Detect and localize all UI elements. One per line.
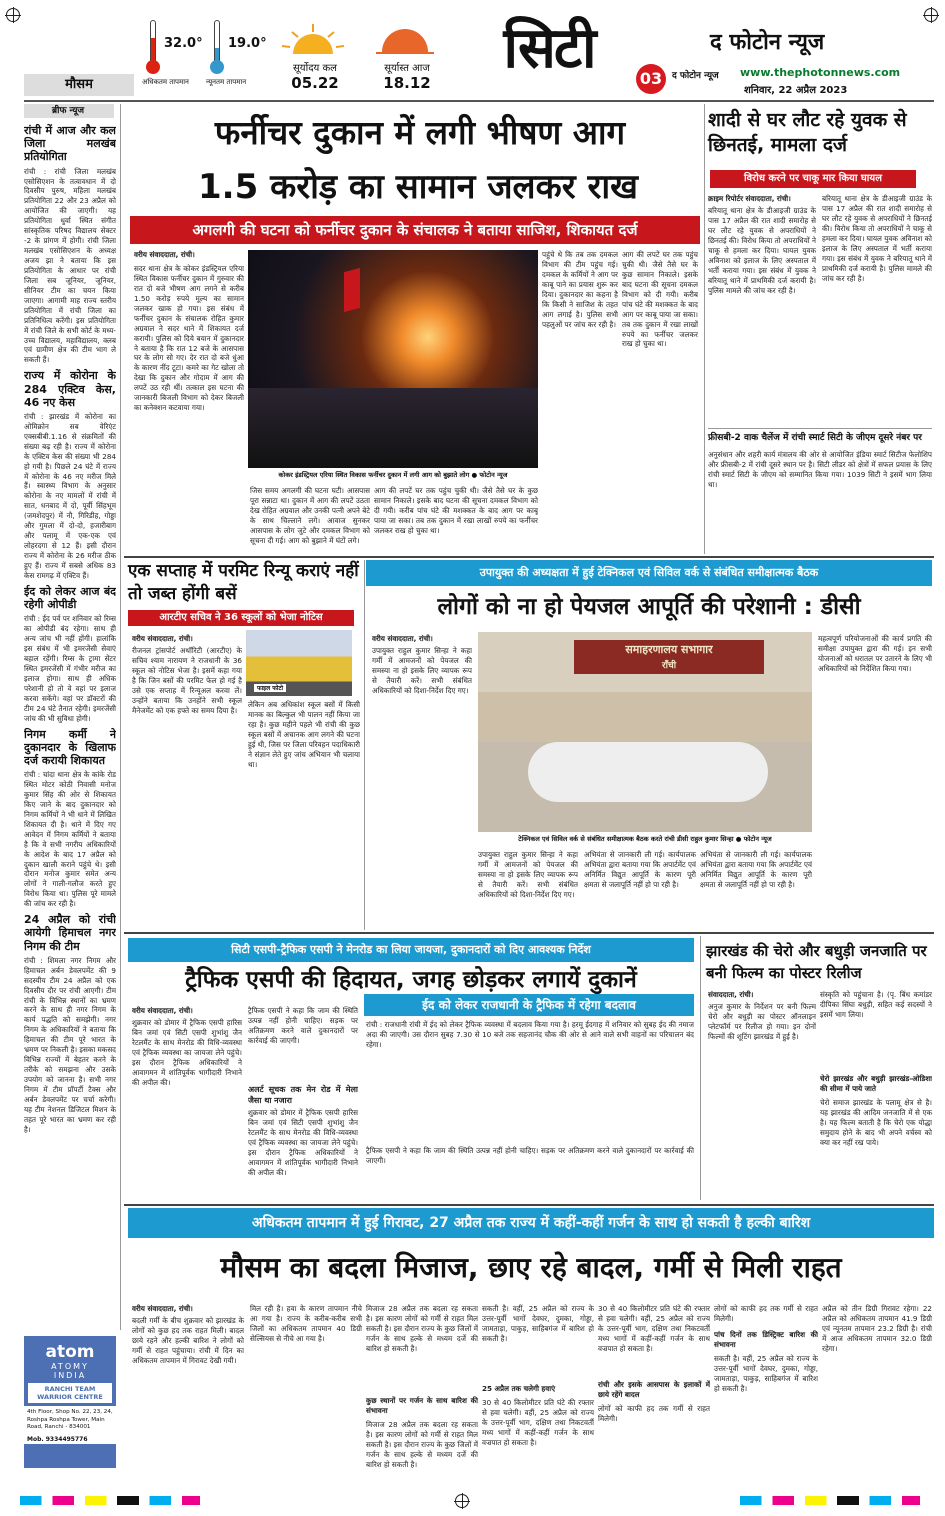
- youth-headline: शादी से घर लौट रहे युवक से छिनतई, मामला दर्ज: [708, 109, 907, 156]
- brief-headline: निगम कर्मी ने दुकानदार के खिलाफ दर्ज करायी शिकायत: [24, 727, 116, 767]
- traffic-body-1: शुक्रवार को डोमार में ट्रैफिक एसपी हारिस बिन जमां एवं सिटी एसपी शुभांशु जैन रेटलमैंट के साथ मेनरोड की विधि-व्यवस्था एवं ट्रैफिक व्यवस्था का जायजा लेने पहुंचे। इस दौरान ट्रैफिक अधिकारियों ने आवागमन में शांतिपूर्वक भागीदारी निभाने की अपील की।: [132, 1018, 242, 1087]
- weather-sub-3: रांची और इसके आसपास के इलाकों में छाये रहेंगे बादल: [598, 1380, 710, 1399]
- thermometer-icon: [210, 20, 224, 76]
- weather-body-7b: सकती है। वहीं, 25 अप्रैल को राज्य के उत्तर-पूर्वी भागों देवघर, दुमका, गोड्डा, जामताड़ा, पाकुड़, साहिबगंज में बारिश हो सकती है।: [714, 1354, 818, 1393]
- brand-name: द फोटोन न्यूज: [710, 30, 825, 55]
- dc-headline: लोगों को ना हो पेयजल आपूर्ति की परेशानी : डीसी: [437, 594, 861, 620]
- school-bus-photo: [246, 630, 352, 696]
- ad-team: RANCHI TEAM WARRIOR CENTRE: [28, 1383, 112, 1403]
- dc-body-2: अभियंता से जानकारी ली गई। कार्यपालक अभियंता द्वारा बताया गया कि अपार्टमेंट एवं अनिर्मित विद्युत आपूर्ति के कारण पूरी क्षमता से जलापूर्ति नहीं हो पा रही है।: [584, 850, 696, 889]
- permit-body-2: लेकिन अब अधिकांश स्कूल बसों में किसी मानक का बिल्कुल भी पालन नहीं किया जा रहा है। कुछ महीने पहले भी रांची की कुछ स्कूल बसों में अचानक आग लगने की घटना हुई थी, जिस पर जिला परिवहन पदाधिकारी ने संज्ञान लेते हुए जांच अभियान भी चलाया था।: [248, 700, 360, 769]
- weather-body-3b: मिजाज 28 अप्रैल तक बदला रह सकता है। इस कारण लोगों को गर्मी से राहत मिल सकती है। इस दौरान राज्य के कुछ जिलों में गर्जन के साथ हल्के से मध्यम दर्जे की बारिश हो सकती है।: [366, 1420, 478, 1469]
- meeting-hall-sign: [574, 640, 764, 674]
- sunrise-label: सूर्योदय कल: [293, 63, 337, 74]
- traffic-strip: सिटी एसपी-ट्रैफिक एसपी ने मेनरोड का लिया जायजा, दुकानदारों को दिए आवश्यक निर्देश: [128, 938, 694, 962]
- section-rule: [124, 932, 934, 934]
- issue-date: शनिवार, 22 अप्रैल 2023: [744, 85, 848, 96]
- weather-body-2: मिल रही है। हवा के कारण तापमान नीचे आ गया है। राज्य के करीब-करीब सभी जिलों का अधिकतम तापमान 40 डिग्री सेल्सियस से नीचे आ गया है।: [250, 1304, 362, 1343]
- page-number: 03: [636, 64, 666, 94]
- column-rule: [700, 936, 701, 1200]
- fire-dateline: वरीय संवाददाता, रांची।: [134, 250, 195, 259]
- flag-shape: [344, 268, 360, 312]
- color-bar: [20, 1496, 200, 1505]
- permit-headline: एक सप्ताह में परमिट रिन्यू कराएं नहीं तो जब्त होंगी बसें: [128, 561, 359, 604]
- fire-headline-2: 1.5 करोड़ का सामान जलकर राख: [198, 167, 638, 207]
- weather-sub-1: कुछ स्थानों पर गर्जन के साथ बारिश की संभावना: [366, 1396, 478, 1415]
- permit-photo-caption: फाइल फोटो: [254, 684, 286, 692]
- ad-sub2: INDIA: [53, 1371, 87, 1380]
- color-bar: [740, 1496, 920, 1505]
- weather-body-6: लोगों को काफी हद तक गर्मी से राहत मिलेगी।: [598, 1404, 710, 1423]
- weather-headline: मौसम का बदला मिजाज, छाए रहे बादल, गर्मी से मिली राहत: [220, 1251, 842, 1284]
- eid-traffic-body-2: ट्रैफिक एसपी ने कहा कि जाम की स्थिति उत्पन्न नहीं होनी चाहिए। सड़क पर अतिक्रमण करने वाले दुकानदारों पर कार्रवाई की जाएगी।: [366, 1146, 694, 1165]
- fire-body-2: जिस समय अगलगी की घटना घटी। आसपास पूरा सन्नाटा था। दुकान में आग की लपटें उठता देख रोहित अग्रवाल और उनकी पत्नी अपने बेटे के साथ चिल्लाने लगे। आवाज सुनकर आसपास के लोग जुटे और दमकल विभाग को सूचना दी गई। आग को बुझाने में घंटों लगे।: [250, 486, 370, 545]
- column-rule: [364, 560, 365, 930]
- brief-body: रांची : शिमला नगर निगम और हिमाचल अर्बन डेवलपमेंट की 9 सदस्यीय टीम 24 अप्रैल को एक दिवसीय दौर पर रांची आएगी। टीम रांची के विभिन्न स्थानों का भ्रमण करने के साथ ही नगर निगम के कार्य पद्धति को समझेगी। नगर निगम के अधिकारियों ने बताया कि हिमाचल की टीम पूरे भारत के भ्रमण पर निकली है। इसका मकसद विभिन्न राज्यों में बेहतर करने के तरीके को समझना और उसके उपयोग को जानना है। सभी नगर निगम में टीम प्रॉपर्टी टैक्स और अर्बन डेवलपमेंट पर चर्चा करेगी। यह टीम नेशनल डिजिटल मिशन के तहत पूरे भारत का भ्रमण कर रही है।: [24, 955, 116, 1134]
- traffic-headline: ट्रैफिक एसपी की हिदायत, जगह छोड़कर लगायें दुकानें: [185, 967, 637, 993]
- dc-body-2b: अभियंता से जानकारी ली गई। कार्यपालक अभियंता द्वारा बताया गया कि अपार्टमेंट एवं अनिर्मित विद्युत आपूर्ति के कारण पूरी क्षमता से जलापूर्ति नहीं हो पा रही है।: [700, 850, 812, 889]
- column-rule: [704, 104, 705, 554]
- brief-column: [24, 120, 116, 1334]
- fire-headline-1: फर्नीचर दुकान में लगी भीषण आग: [214, 113, 626, 152]
- frisbee-headline: फ्रीसबी-2 वाक चैलेंज में रांची स्मार्ट सिटी के जीएम दूसरे नंबर पर: [708, 433, 922, 443]
- permit-body-1: रीजनल ट्रांसपोर्ट अथॉरिटी (आरटीए) के सचिव श्याम नारायण ने राजधानी के 36 स्कूल को नोटिस भेजा है। इसमें कहा गया है कि जिन बसों की परमिट फेल हो गई है उसे एक सप्ताह में रिन्यूअल करवा लें। उन्होंने बताया कि उनहोंने सभी स्कूल मैनेजमेंट को एक हफ्ते का समय दिया है।: [132, 646, 242, 715]
- fire-body-3: आग की लपटें घर तक पहुंच चुकी थी। जैसे तैसे घर के कुछ सामान निकाले। इसके बाद घटना की सूचना दमकल विभाग को दी गयी। करीब पांच घंटे की मशक्कत के बाद आग पर काबू पाया जा सका। तब तक दुकान में रखा लाखों रुपये का फर्नीचर जलकर राख हो चुका था।: [622, 250, 698, 349]
- registration-mark: [6, 8, 20, 22]
- frisbee-body: अनुसंधान और शहरी कार्य मंत्रालय की ओर से आयोजित इंडिया स्मार्ट सिटीज फेलोशिप और फ्रीसबी-2 में रांची दूसरे स्थान पर है। सिटी लीडर को क्षेत्रों में सफल प्रयास के लिए रांची स्मार्ट सिटी के जीएम को सम्मानित किया गया। 1039 सिटी ने इसमें भाग लिया था।: [708, 450, 932, 489]
- sunset-icon: [372, 22, 438, 56]
- film-sub: चेरो झारखंड और बधुड़ी झारखंड-ओडिशा की सीमा में पाये जाते: [820, 1074, 932, 1093]
- fire-strip: अगलगी की घटना को फर्नीचर दुकान के संचालक ने बताया साजिश, शिकायत दर्ज: [130, 216, 700, 244]
- weather-dateline: वरीय संवाददाता, रांची।: [132, 1304, 193, 1313]
- registration-mark: [455, 1494, 469, 1508]
- eid-traffic-body: रांची : राजधानी रांची में ईद को लेकर ट्रैफिक व्यवस्था में बदलाव किया गया है। हरमू ईदगाह में शनिवार को सुबह ईद की नमाज अदा की जाएगी। उस दौरान सुबह 7.30 से 10 बजे तक सहजानंद चौक की ओर से आने वाले सभी वाहनों का परिचालन बंद रहेगा।: [366, 1020, 694, 1049]
- masthead: [24, 18, 934, 102]
- weather-body-7: अप्रैल को तीन डिग्री गिरावट रहेगा। 22 अप्रैल को अधिकतम तापमान 41.9 डिग्री एवं न्यूनतम तापमान 23.2 डिग्री है। रांची में आज अधिकतम तापमान 32.0 डिग्री रहेगा।: [822, 1304, 932, 1353]
- dc-body-1: उपायुक्त राहुल कुमार सिन्हा ने कहा गर्मी में आमजनों को पेयजल की समस्या ना हो इसके लिए व्यापक रूप से तैयारी करें। सभी संबंधित अधिकारियों को दिशा-निर्देश दिए गए।: [372, 646, 472, 695]
- sunset-time: 18.12: [383, 74, 431, 92]
- film-body-1: अनुज कुमार के निर्देशन पर बनी फिल्म चेरो और बधुड़ी का पोस्टर ऑनलाइन प्लेटफॉर्म पर रिलीज हो गया। इन दोनों फिल्मों की शूटिंग झारखंड में हुई है।: [708, 1002, 816, 1041]
- ad-address: 4th Floor, Shop No. 22, 23, 24, Roshpa Roshpa Tower, Main Road, Ranchi - 834001: [24, 1406, 116, 1435]
- section-rule: [124, 1204, 934, 1206]
- sunrise-icon: [280, 22, 346, 56]
- traffic-sub-head: अलर्ट सूचक तक मेन रोड में मेला जैसा था नजारा: [248, 1085, 358, 1106]
- traffic-body-2: ट्रैफिक एसपी ने कहा कि जाम की स्थिति उत्पन्न नहीं होनी चाहिए। सड़क पर अतिक्रमण करने वाले दुकानदारों पर कार्रवाई की जाएगी।: [248, 1006, 358, 1045]
- atomy-advertisement[interactable]: [24, 1336, 116, 1468]
- traffic-body-1b: शुक्रवार को डोमार में ट्रैफिक एसपी हारिस बिन जमां एवं सिटी एसपी शुभांशु जैन रेटलमैंट के साथ मेनरोड की विधि-व्यवस्था एवं ट्रैफिक व्यवस्था का जायजा लेने पहुंचे। इस दौरान ट्रैफिक अधिकारियों ने आवागमन में शांतिपूर्वक भागीदारी निभाने की अपील की।: [248, 1108, 358, 1177]
- youth-strip: विरोध करने पर चाकू मार किया घायल: [710, 170, 916, 188]
- weather-body-5: 30 से 40 किलोमीटर प्रति घंटे की रफ्तार से हवा चलेगी। वहीं, 25 अप्रैल को राज्य के उत्तर-पूर्वी भाग, दक्षिण तथा निकटवर्ती मध्य भागों में कहीं-कहीं गर्जन के साथ वज्रपात हो सकता है।: [482, 1398, 594, 1447]
- min-temp: 19.0°: [228, 36, 267, 51]
- film-body-3: चेरो समाज झारखंड के पलामू क्षेत्र से है। यह झारखंड की आदिम जनजाति में से एक है। यह फिल्म बताती है कि चेरो एक योद्धा समुदाय होने के बाद भी अपने वर्चस्व को क्या कर नहीं रख पाये।: [820, 1098, 932, 1147]
- weather-body-1: बदली गर्मी के बीच शुक्रवार को झारखंड के लोगों को कुछ हद तक राहत मिली। बादल छाये रहने और हल्की बारिश ने लोगों को गर्मी से राहत पहुंचाया। रांची में दिन का अधिकतम तापमान में गिरावट देखी गयी।: [132, 1316, 244, 1365]
- weather-body-4: सकती है। वहीं, 25 अप्रैल को राज्य के उत्तर-पूर्वी भागों देवघर, दुमका, गोड्डा, जामताड़ा, पाकुड़, साहिबगंज में बारिश हो सकती है।: [482, 1304, 594, 1343]
- city-title: सिटी: [503, 16, 595, 81]
- traffic-dateline: वरीय संवाददाता, रांची।: [132, 1006, 193, 1015]
- dc-strip: उपायुक्त की अध्यक्षता में हुई टेक्निकल एवं सिविल वर्क से संबंधित समीक्षात्मक बैठक: [366, 560, 932, 586]
- fire-body-1: सदर थाना क्षेत्र के कोकर इंडस्ट्रियल एरिया स्थित विकास फर्नीचर दुकान में गुरुवार की रात दो बजे भीषण आग लगने से करीब 1.50 करोड़ रुपये मूल्य का सामान जलकर खाक हो गया। इस संबंध में फर्नीचर दुकान के संचालक रोहित कुमार अग्रवाल ने सदर थाने में शिकायत दर्ज करायी। पुलिस को दिये बयान में दुकानदार ने बताया है कि रात 12 बजे के आसपास घर के लोग सो गए। देर रात दो बजे धुंआ के कारण नींद टूटा। कमरे का गेट खोला तो देखा कि दुकान और गोदाम में आग की लपटें उठ रही थीं। तत्काल इस घटना की जानकारी बिजली विभाग को देकर बिजली का कनेक्शन कटवाया गया।: [134, 264, 244, 413]
- weather-strip: अधिकतम तापमान में हुई गिरावट, 27 अप्रैल तक राज्य में कहीं-कहीं गर्जन के साथ हो सकती है हल्की बारिश: [128, 1208, 934, 1238]
- section-rule: [124, 556, 934, 558]
- brief-headline: रांची में आज और कल जिला मलखंब प्रतियोगिता: [24, 124, 116, 164]
- brief-body: रांची : झारखंड में कोरोना का ओमिक्रोन सब वेरिएंट एक्सबीबी.1.16 से संक्रमितों की संख्या बढ़ रही है। राज्य में कोरोना के एक्टिव केस की संख्या भी 284 हो गयी है। पिछले 24 घंटे में राज्य में कोरोना के 46 नए मरीज मिले हैं। स्वास्थ्य विभाग के अनुसार कोरोना के नए मामलों में रांची में सात, धनबाद में दो, पूर्वी सिंहभूम (जमशेदपुर) में नौ, गिरिडीह, गोड्डा और गुमला में दो-दो, हजारीबाग और पलामू में एक-एक एवं लोहरदगा से 12 हैं। इसी दौरान राज्य में कोरोना के 26 मरीज ठीक हुए हैं। राज्य में सबसे अधिक 83 केस रामगढ़ में एक्टिव हैं।: [24, 411, 116, 580]
- brief-headline: 24 अप्रैल को रांची आयेगी हिमाचल नगर निगम की टीम: [24, 913, 116, 953]
- section-rule: [708, 428, 932, 429]
- weather-body-3: मिजाज 28 अप्रैल तक बदला रह सकता है। इस कारण लोगों को गर्मी से राहत मिल सकती है। इस दौरान राज्य के कुछ जिलों में गर्जन के साथ हल्के से मध्यम दर्जे की बारिश हो सकती है।: [366, 1304, 478, 1353]
- brand-small: द फोटोन न्यूज: [672, 71, 719, 81]
- sign-text-2: राँची: [661, 661, 677, 671]
- max-temp: 32.0°: [164, 36, 203, 51]
- brief-header: ब्रीफ न्यूज: [24, 104, 114, 118]
- thermometer-icon: [146, 20, 160, 76]
- masthead-rule: [24, 100, 934, 102]
- brief-headline: राज्य में कोरोना के 284 एक्टिव केस, 46 नए केस: [24, 369, 116, 409]
- fire-photo: [248, 250, 538, 468]
- fire-body-4: पहुंचे थे कि तब तक दमकल विभाग की टीम पहुंच गई। दमकल के कर्मियों ने आग पर काबू पाने का प्रयास शुरू कर दिया। दुकानदार का कहना है कि किसी ने साजिश के तहत आग लगाई है। पुलिस सभी पहलुओं पर जांच कर रही है।: [542, 250, 618, 329]
- film-headline: झारखंड की चेरो और बधुड़ी जनजाति पर बनी फिल्म का पोस्टर रिलीज: [706, 942, 927, 982]
- permit-strip: आरटीए सचिव ने 36 स्कूलों को भेजा नोटिस: [128, 610, 354, 626]
- youth-dateline: क्राइम रिपोर्टर संवाददाता, रांची।: [708, 194, 791, 203]
- sunset-label: सूर्यास्त आज: [384, 63, 430, 74]
- dc-body-3: महत्वपूर्ण परियोजनाओं की कार्य प्रगति की समीक्षा उपायुक्त द्वारा की गई। इन सभी योजनाओं को धरातल पर उतारने के लिए भी अधिकारियों को निर्देशित किया गया।: [818, 634, 932, 673]
- meeting-table-shape: [528, 742, 768, 802]
- dc-body-1b: उपायुक्त राहुल कुमार सिन्हा ने कहा गर्मी में आमजनों को पेयजल की समस्या ना हो इसके लिए व्यापक रूप से तैयारी करें। सभी संबंधित अधिकारियों को दिशा-निर्देश दिए गए।: [478, 850, 578, 899]
- brief-body: रांची : रांची जिला मलखंब एसोसिएशन के तत्वावधान में दो दिवसीय पुरुष, महिला मलखंब प्रतियोगिता 22 और 23 अप्रैल को आयोजित की जाएगी। यह प्रतियोगिता धुर्वा स्थित संगीत सांस्कृतिक परिषद विद्यालय सेक्टर -2 के प्रांगण में होगी। रांची जिला मलखंब एसोसिएशन के अध्यक्ष अजय झा ने बताया कि इस प्रतियोगिता के आधार पर रांची जिला सब जूनियर, जूनियर, सीनियर टीम का चयन किया जाएगा। आगामी माह राज्य स्तरीय प्रतियोगिता में रांची जिला का प्रतिनिधित्व करेंगी। इस प्रतियोगिता में रांची जिले के सभी कोर्ट के मध्य-उच्च विद्यालय, महाविद्यालय, क्लब एवं ग्रामीण क्षेत्र की टीम भाग ले सकती हैं।: [24, 166, 116, 365]
- column-rule: [120, 104, 121, 1330]
- dc-dateline: वरीय संवाददाता, रांची।: [372, 634, 433, 643]
- youth-body: बरियातू थाना क्षेत्र के डीआइजी ग्राउंड के पास 17 अप्रैल की रात शादी समारोह से घर लौट रहे युवक से अपराधियों ने छिनतई की। विरोध किया तो अपराधियों ने चाकू से हमला कर दिया। घायल युवक अविनाश को इलाज के लिए अस्पताल में भर्ती कराया गया। इस संबंध में युवक ने बरियातू थाने में प्राथमिकी दर्ज करायी है। पुलिस मामले की जांच कर रही है।: [708, 206, 816, 295]
- min-temp-label: न्यूनतम तापमान: [206, 78, 247, 86]
- max-temp-label: अधिकतम तापमान: [142, 78, 189, 86]
- weather-sub-4: पांच दिनों तक डिस्ट्रिक्ट बारिश की संभावना: [714, 1330, 818, 1349]
- ad-phone: Mob. 9334495776: [24, 1435, 116, 1444]
- brief-body: रांची : चांदा थाना क्षेत्र के कांके रोड स्थित मोटर कोठी निवासी मनोज कुमार सिंह की ओर से शिकायत किए जाने के बाद दुकानदार को निगम कर्मियों ने भी धाने में लिखित शिकायत दी है। थाने में दिए गए आवेदन में निगम कर्मियों ने बताया है कि वे सभी नगरीय अधिकारियों के आदेश के बाद 17 अप्रैल को दुकान खाली कराने पहुंचे थे। इसी दौरान मनोज कुमार समेत अन्य लोगों ने गाली-गलौज करते हुए विरोध किया था। पुलिस पूरे मामले की जांच कर रही है।: [24, 770, 116, 909]
- youth-body-2: बरियातू थाना क्षेत्र के डीआइजी ग्राउंड के पास 17 अप्रैल की रात शादी समारोह से घर लौट रहे युवक से अपराधियों ने छिनतई की। विरोध किया तो अपराधियों ने चाकू से हमला कर दिया। घायल युवक अविनाश को इलाज के लिए अस्पताल में भर्ती कराया गया। इस संबंध में युवक ने बरियातू थाने में प्राथमिकी दर्ज करायी है। पुलिस मामले की जांच कर रही है।: [822, 194, 932, 283]
- ad-brand: atom: [45, 1342, 95, 1362]
- weather-label: मौसम: [24, 74, 134, 96]
- eid-traffic-strip: ईद को लेकर राजधानी के ट्रैफिक में रहेगा बदलाव: [364, 994, 694, 1016]
- website-link[interactable]: www.thephotonnews.com: [740, 66, 901, 79]
- permit-dateline: वरीय संवाददाता, रांची।: [132, 634, 193, 643]
- street-shape: [248, 388, 538, 468]
- brief-headline: ईद को लेकर आज बंद रहेगी ओपीडी: [24, 584, 116, 611]
- film-dateline: संवाददाता, रांची।: [708, 990, 754, 999]
- dc-photo-caption: टेक्निकल एवं सिविल वर्क से संबंधित समीक्षात्मक बैठक करते रांची डीसी राहुल कुमार सिन्हा ● फोटोन न्यूज: [478, 832, 812, 846]
- sunrise-time: 05.22: [291, 74, 339, 92]
- fire-body-3b: आग की लपटें घर तक पहुंच चुकी थी। जैसे तैसे घर के कुछ सामान निकाले। इसके बाद घटना की सूचना दमकल विभाग को दी गयी। करीब पांच घंटे की मशक्कत के बाद आग पर काबू पाया जा सका। तब तक दुकान में रखा लाखों रुपये का फर्नीचर जलकर राख हो चुका था।: [374, 486, 538, 535]
- weather-body-6b: लोगों को काफी हद तक गर्मी से राहत मिलेगी।: [714, 1304, 818, 1323]
- weather-body-5b: 30 से 40 किलोमीटर प्रति घंटे की रफ्तार से हवा चलेगी। वहीं, 25 अप्रैल को राज्य के उत्तर-पूर्वी भाग, दक्षिण तथा निकटवर्ती मध्य भागों में कहीं-कहीं गर्जन के साथ वज्रपात हो सकता है।: [598, 1304, 710, 1353]
- brief-body: रांची : ईद पर्व पर शनिवार को रिम्स का ओपीडी बंद रहेगा। साथ ही अन्य जांच भी नहीं होंगी। हालांकि इस संबंध में भी इमरजेंसी सेवाएं बहाल रहेंगी। रिम्स के ट्रामा सेंटर स्थित इमरजेंसी में गंभीर मरीज का इलाज होगा। साथ ही अधिक परेशानी हो तो वे वहां पर इलाज करवा सकेंगे। वहां पर डॉक्टरों की टीम 24 घंटे तैनात रहेगी। इमरजेंसी जांच की भी सुविधा होगी।: [24, 614, 116, 723]
- meeting-photo: [478, 632, 812, 832]
- weather-sub-2: 25 अप्रैल तक चलेगी हवाएं: [482, 1384, 556, 1393]
- sign-text: समाहरणालय सभागार: [625, 643, 713, 656]
- ad-sub1: ATOMY: [51, 1362, 89, 1371]
- film-body-2: संस्कृति को पहुंचाना है। (पृ. बिंध कमांडर दीपिका सिंघा बधुड़ी, सहित कई सदस्यों ने इसमें भाग लिया।: [820, 990, 932, 1019]
- fire-photo-caption: कोकर इंडस्ट्रियल एरिया स्थित विकास फर्नीचर दुकान में लगी आग को बुझाते लोग ● फोटोन न्यूज: [248, 468, 538, 482]
